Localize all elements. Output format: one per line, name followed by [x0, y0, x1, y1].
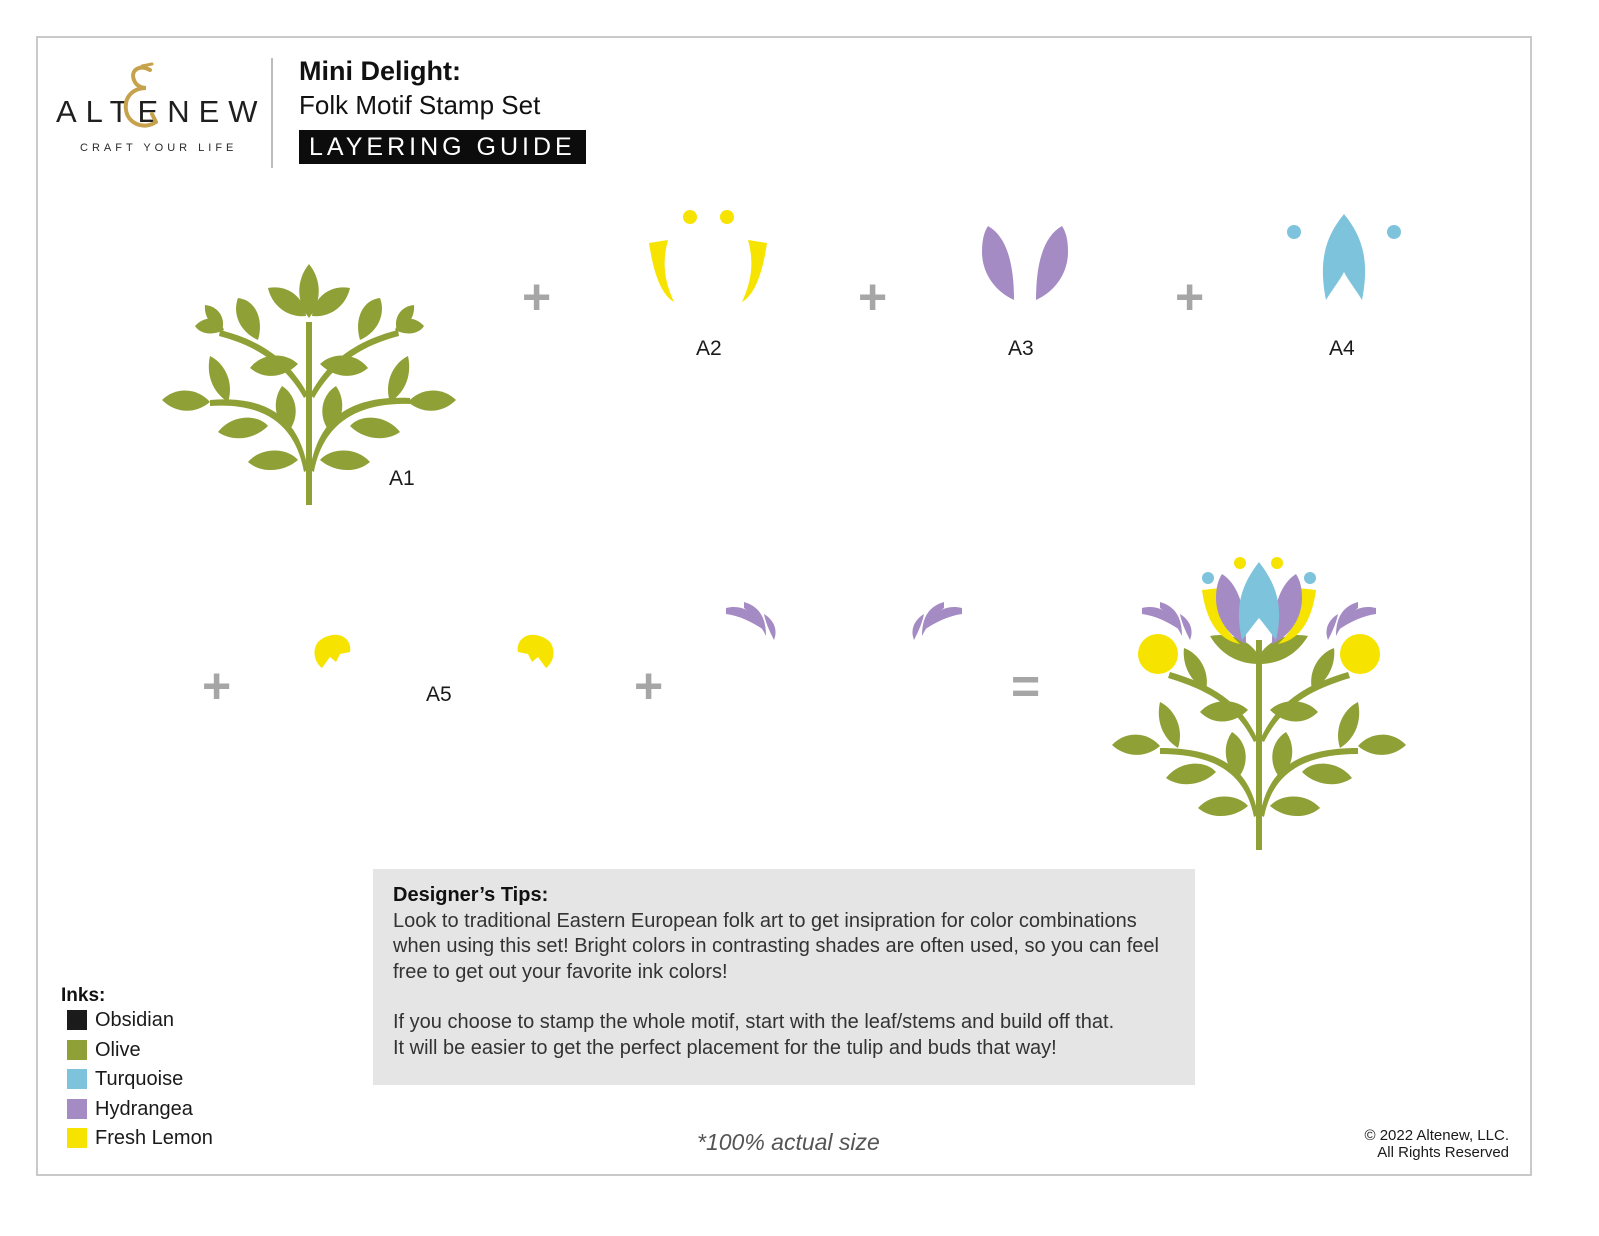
stamp-label-a4: A4 — [1329, 337, 1355, 360]
ink-name: Olive — [95, 1038, 141, 1061]
ink-item-turquoise — [67, 1067, 183, 1091]
actual-size-note: *100% actual size — [697, 1129, 880, 1155]
stamp-label-a1: A1 — [389, 467, 415, 490]
header-divider — [271, 58, 273, 168]
designer-tips-box — [373, 869, 1195, 1085]
ink-item-fresh-lemon — [67, 1126, 213, 1150]
plus-operator: + — [858, 269, 888, 325]
copyright-notice — [1365, 1127, 1510, 1161]
paragraph-gap — [393, 985, 1175, 1010]
ink-name: Turquoise — [95, 1067, 184, 1090]
stamp-a4-turquoise-bud-image — [1280, 210, 1405, 305]
plus-operator: + — [202, 658, 232, 714]
page-title: Mini Delight: — [299, 56, 461, 86]
stamp-label-a2: A2 — [696, 337, 722, 360]
stamp-label-a3: A3 — [1008, 337, 1034, 360]
copyright-line: All Rights Reserved — [1377, 1144, 1509, 1161]
stamp-label-a5: A5 — [426, 683, 452, 706]
ink-swatch — [67, 1010, 87, 1030]
stamp-a5-yellow-buds-image — [305, 625, 565, 680]
ink-name: Fresh Lemon — [95, 1126, 213, 1149]
ink-swatch — [67, 1128, 87, 1148]
tips-text-line: free to get out your favorite ink colors! — [393, 960, 728, 983]
designer-tips-heading: Designer’s Tips: — [393, 884, 549, 906]
page-subtitle: Folk Motif Stamp Set — [299, 90, 541, 120]
tips-text-line: when using this set! Bright colors in contrasting shades are often used, so you can feel — [393, 935, 1159, 957]
stamp-a2-yellow-petals-image — [640, 205, 780, 310]
plus-operator: + — [522, 269, 552, 325]
stamp-a3-purple-petals-image — [975, 220, 1075, 305]
ink-item-hydrangea — [67, 1097, 193, 1121]
ink-name: Hydrangea — [95, 1097, 193, 1120]
tips-text-line: Look to traditional Eastern European folk art to get insipration for color combinations — [393, 909, 1137, 932]
completed-folk-motif-image — [1100, 550, 1420, 860]
plus-operator: + — [634, 658, 664, 714]
stamp-a1-leaf-stem-image — [150, 255, 470, 515]
ampersand-logo-icon — [112, 62, 172, 142]
plus-operator: + — [1175, 269, 1205, 325]
ink-swatch — [67, 1069, 87, 1089]
layering-guide-badge: LAYERING GUIDE — [299, 130, 586, 164]
ink-swatch — [67, 1040, 87, 1060]
brand-logo-text: ALTENEW — [56, 94, 267, 129]
purple-sprig-stamps-image — [720, 595, 970, 650]
equals-operator: = — [1011, 658, 1041, 714]
copyright-line: © 2022 Altenew, LLC. — [1364, 1127, 1509, 1144]
ink-name: Obsidian — [95, 1008, 174, 1031]
inks-heading: Inks: — [61, 985, 106, 1006]
ink-swatch — [67, 1099, 87, 1119]
ink-item-obsidian — [67, 1008, 174, 1032]
ink-item-olive — [67, 1038, 141, 1062]
tips-text-line: It will be easier to get the perfect placement for the tulip and buds that way! — [393, 1036, 1057, 1059]
tips-text-line: If you choose to stamp the whole motif, start with the leaf/stems and build off that. — [393, 1011, 1115, 1033]
brand-tagline: CRAFT YOUR LIFE — [80, 142, 238, 154]
